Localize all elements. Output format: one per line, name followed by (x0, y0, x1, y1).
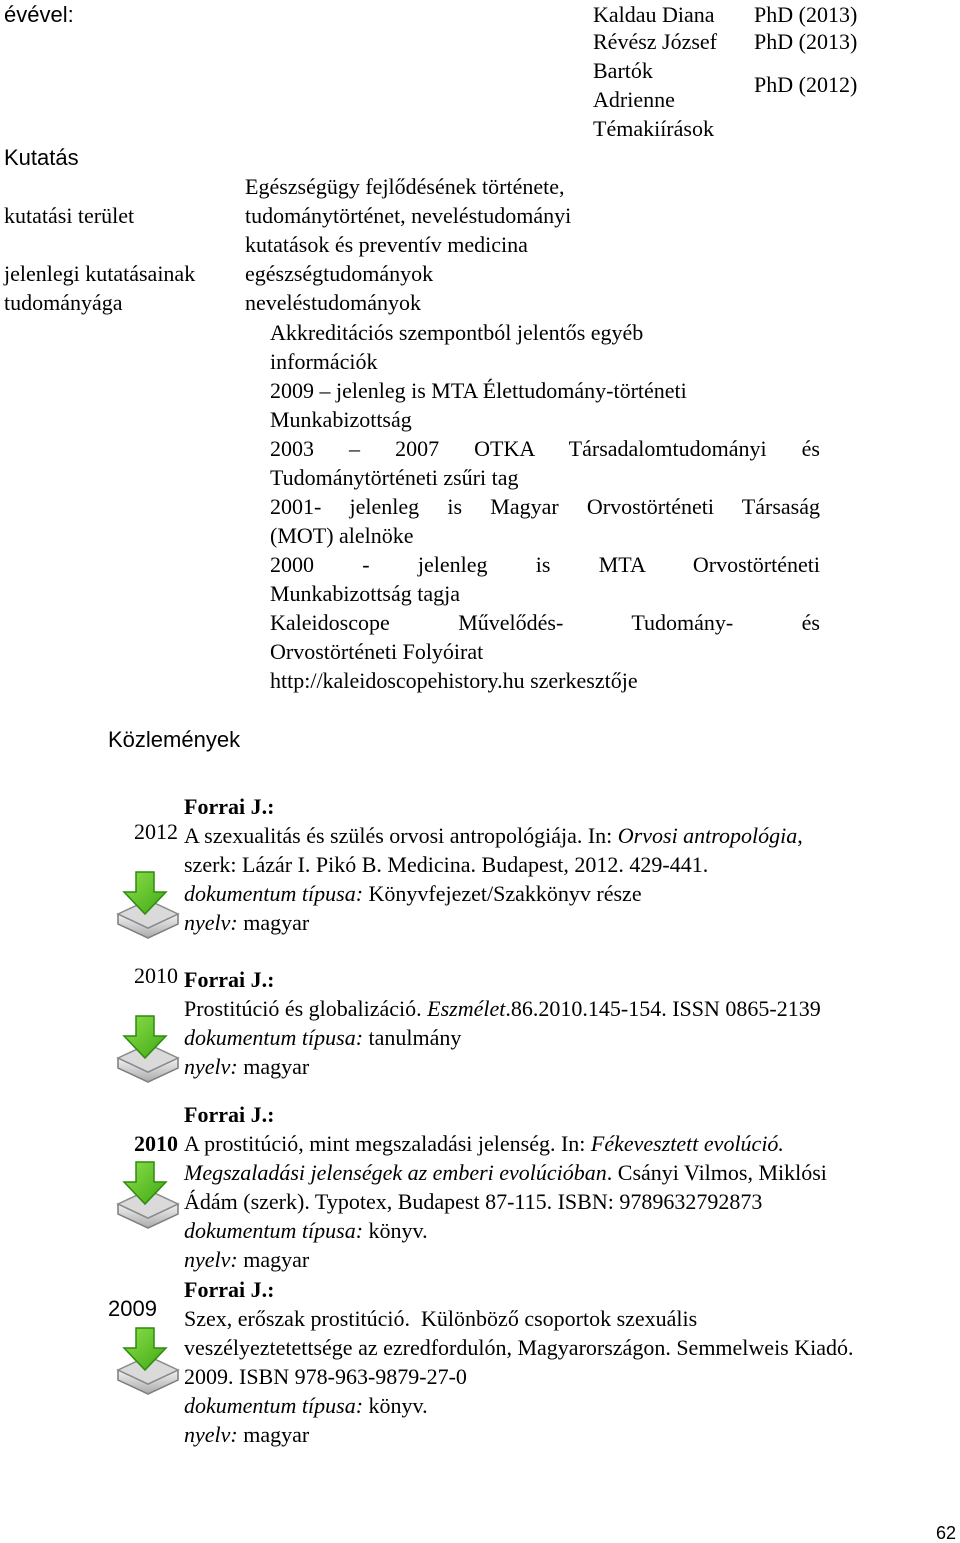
accreditation-line: (MOT) alelnöke (270, 523, 414, 548)
research-area-line: tudománytörténet, neveléstudományi (245, 203, 572, 228)
publication-line: A prostitúció, mint megszaladási jelenség. In: Fékevesztett evolúció. (184, 1131, 784, 1156)
student-degree: PhD (2013) (754, 29, 858, 54)
accreditation-link[interactable]: http://kaleidoscopehistory.hu szerkesztője (270, 668, 638, 693)
download-icon[interactable] (112, 1160, 184, 1232)
publication-line: szerk: Lázár I. Pikó B. Medicina. Budapest, 2012. 429-441. (184, 852, 709, 877)
publication-type: dokumentum típusa: tanulmány (184, 1025, 462, 1050)
publication-entry (184, 792, 954, 937)
publication-line: Megszaladási jelenségek az emberi evolúcióban. Csányi Vilmos, Miklósi (184, 1160, 827, 1185)
research-area-line: Egészségügy fejlődésének története, (245, 174, 565, 199)
research-field-line: neveléstudományok (245, 290, 421, 315)
publication-language: nyelv: magyar (184, 1247, 310, 1272)
publication-entry (184, 1100, 954, 1274)
publication-type: dokumentum típusa: könyv. (184, 1218, 428, 1243)
publication-line: Szex, erőszak prostitúció. Különböző csoportok szexuális (184, 1306, 698, 1331)
research-area-label: kutatási terület (4, 203, 135, 228)
accreditation-line: 2009 – jelenleg is MTA Élettudomány-történeti (270, 378, 687, 403)
accreditation-line: Munkabizottság tagja (270, 581, 461, 606)
accreditation-line: Kaleidoscope Művelődés- Tudomány- és (270, 610, 820, 635)
download-icon[interactable] (112, 1326, 184, 1398)
download-icon[interactable] (112, 870, 184, 942)
publication-line: 2009. ISBN 978-963-9879-27-0 (184, 1364, 467, 1389)
accreditation-line: Orvostörténeti Folyóirat (270, 639, 484, 664)
research-field-label: jelenlegi kutatásainak (4, 261, 196, 286)
publication-year: 2010 (134, 1131, 178, 1156)
publication-author: Forrai J.: (184, 1102, 275, 1127)
download-icon[interactable] (112, 1014, 184, 1086)
student-name: Adrienne (593, 87, 675, 112)
page-number: 62 (936, 1523, 957, 1543)
publication-author: Forrai J.: (184, 967, 275, 992)
research-heading: Kutatás (4, 145, 79, 170)
accreditation-line: 2000 - jelenleg is MTA Orvostörténeti (270, 552, 820, 577)
publication-author: Forrai J.: (184, 794, 275, 819)
publication-language: nyelv: magyar (184, 1422, 310, 1447)
publication-language: nyelv: magyar (184, 910, 310, 935)
publication-year: 2010 (134, 963, 178, 988)
publication-line: Ádám (szerk). Typotex, Budapest 87-115. ISBN: 9789632792873 (184, 1189, 763, 1214)
research-area-line: kutatások és preventív medicina (245, 232, 528, 257)
publication-line: veszélyeztetettsége az ezredfordulón, Magyarországon. Semmelweis Kiadó. (184, 1335, 854, 1360)
publication-type: dokumentum típusa: könyv. (184, 1393, 428, 1418)
accreditation-line: 2001- jelenleg is Magyar Orvostörténeti Társaság (270, 494, 820, 519)
publication-type: dokumentum típusa: Könyvfejezet/Szakkönyv része (184, 881, 642, 906)
accreditation-line: Tudománytörténeti zsűri tag (270, 465, 519, 490)
publication-line: A szexualitás és szülés orvosi antropológiája. In: Orvosi antropológia, (184, 823, 803, 848)
accreditation-line: 2003 – 2007 OTKA Társadalomtudományi és (270, 436, 820, 461)
student-name: Kaldau Diana (593, 2, 715, 27)
student-name: Bartók (593, 58, 653, 83)
student-degree: PhD (2012) (754, 72, 858, 97)
publication-year: 2012 (134, 819, 178, 844)
publications-label: Közlemények (108, 727, 241, 752)
research-field-line: egészségtudományok (245, 261, 434, 286)
publication-language: nyelv: magyar (184, 1054, 310, 1079)
topics-label: Témakiírások (593, 116, 714, 141)
publication-author: Forrai J.: (184, 1277, 275, 1302)
accreditation-line: információk (270, 349, 378, 374)
research-field-label: tudományága (4, 290, 123, 315)
publication-entry (184, 1275, 954, 1449)
student-name: Révész József (593, 29, 718, 54)
student-degree: PhD (2013) (754, 2, 858, 27)
accreditation-line: Akkreditációs szempontból jelentős egyéb (270, 320, 644, 345)
publication-year: 2009 (108, 1296, 157, 1321)
publication-line: Prostitúció és globalizáció. Eszmélet.86.2010.145-154. ISSN 0865-2139 (184, 996, 821, 1021)
publication-entry (184, 965, 954, 1081)
accreditation-line: Munkabizottság (270, 407, 412, 432)
header-label: évével: (4, 2, 74, 27)
